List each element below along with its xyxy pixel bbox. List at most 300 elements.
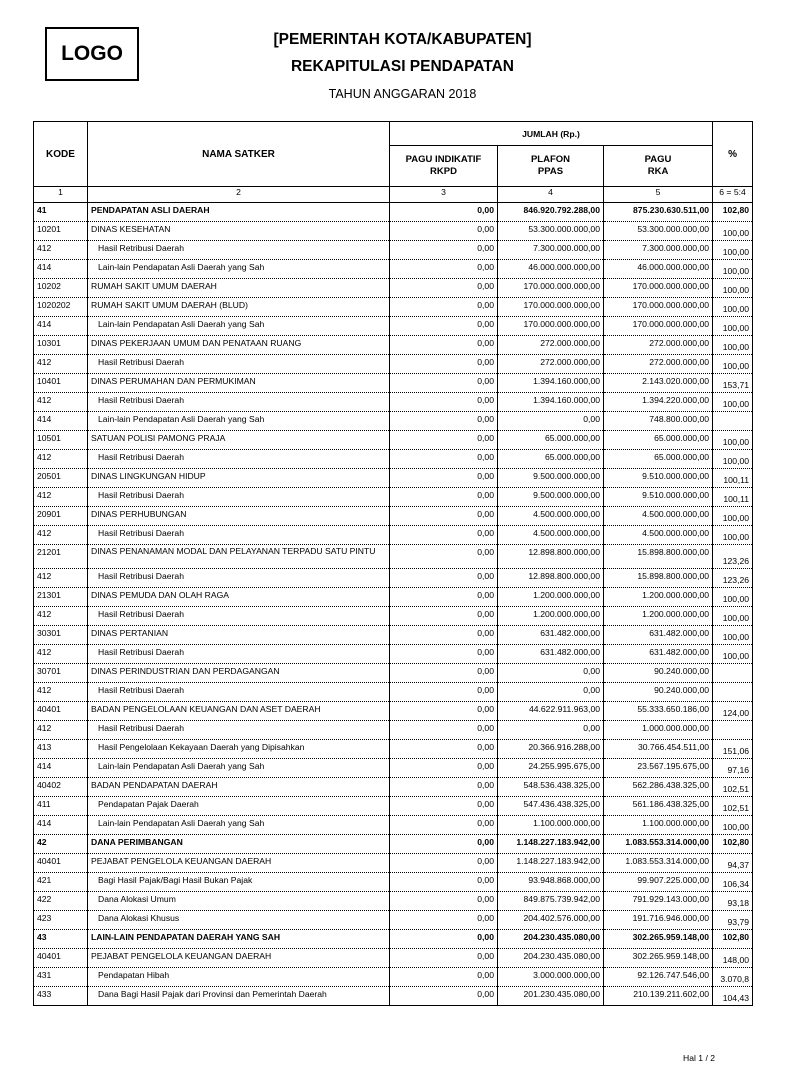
cell-kode: 412 [34, 607, 88, 626]
cell-pagu-rka: 791.929.143.000,00 [604, 892, 713, 911]
cell-nama-satker: BADAN PENDAPATAN DAERAH [88, 778, 390, 797]
cell-pagu-rka: 90.240.000,00 [604, 683, 713, 702]
cell-percent: 100,11 [713, 488, 753, 507]
cell-pagu-rka: 30.766.454.511,00 [604, 740, 713, 759]
table-row [34, 431, 753, 450]
cell-plafon: 7.300.000.000,00 [498, 241, 604, 260]
cell-nama-satker: DINAS PERUMAHAN DAN PERMUKIMAN [88, 374, 390, 393]
cell-pagu-rka: 631.482.000,00 [604, 626, 713, 645]
cell-pagu-indikatif: 0,00 [390, 298, 498, 317]
cell-percent: 100,00 [713, 241, 753, 260]
table-row [34, 279, 753, 298]
cell-nama-satker: DINAS PERINDUSTRIAN DAN PERDAGANGAN [88, 664, 390, 683]
table-row [34, 949, 753, 968]
cell-pagu-rka: 561.186.438.325,00 [604, 797, 713, 816]
cell-nama-satker: Hasil Retribusi Daerah [88, 645, 390, 664]
cell-pagu-rka: 1.083.553.314.000,00 [604, 835, 713, 854]
cell-pagu-indikatif: 0,00 [390, 374, 498, 393]
cell-kode: 412 [34, 450, 88, 469]
cell-kode: 411 [34, 797, 88, 816]
table-row [34, 507, 753, 526]
column-index: 2 [88, 187, 390, 203]
cell-plafon: 631.482.000,00 [498, 626, 604, 645]
cell-kode: 412 [34, 721, 88, 740]
cell-plafon: 1.200.000.000,00 [498, 588, 604, 607]
cell-pagu-indikatif: 0,00 [390, 759, 498, 778]
cell-pagu-rka: 170.000.000.000,00 [604, 298, 713, 317]
cell-plafon: 9.500.000.000,00 [498, 488, 604, 507]
cell-pagu-indikatif: 0,00 [390, 241, 498, 260]
cell-pagu-rka: 170.000.000.000,00 [604, 317, 713, 336]
table-row [34, 721, 753, 740]
cell-nama-satker: Hasil Retribusi Daerah [88, 607, 390, 626]
table-row [34, 298, 753, 317]
cell-pagu-indikatif: 0,00 [390, 393, 498, 412]
cell-percent [713, 664, 753, 683]
cell-pagu-indikatif: 0,00 [390, 569, 498, 588]
table-row [34, 588, 753, 607]
cell-nama-satker: SATUAN POLISI PAMONG PRAJA [88, 431, 390, 450]
cell-kode: 43 [34, 930, 88, 949]
cell-pagu-rka: 55.333.650.186,00 [604, 702, 713, 721]
cell-kode: 412 [34, 645, 88, 664]
cell-pagu-rka: 1.000.000.000,00 [604, 721, 713, 740]
cell-pagu-indikatif: 0,00 [390, 431, 498, 450]
cell-nama-satker: DINAS PEMUDA DAN OLAH RAGA [88, 588, 390, 607]
cell-percent: 102,80 [713, 930, 753, 949]
cell-percent: 100,00 [713, 526, 753, 545]
cell-pagu-indikatif: 0,00 [390, 778, 498, 797]
cell-percent: 151,06 [713, 740, 753, 759]
cell-nama-satker: PEJABAT PENGELOLA KEUANGAN DAERAH [88, 854, 390, 873]
cell-percent: 123,26 [713, 569, 753, 588]
cell-pagu-indikatif: 0,00 [390, 222, 498, 241]
cell-pagu-indikatif: 0,00 [390, 507, 498, 526]
cell-pagu-rka: 46.000.000.000,00 [604, 260, 713, 279]
column-header-plafon: PLAFON PPAS [498, 146, 604, 187]
cell-plafon: 849.875.739.942,00 [498, 892, 604, 911]
cell-kode: 30301 [34, 626, 88, 645]
cell-nama-satker: Lain-lain Pendapatan Asli Daerah yang Sah [88, 816, 390, 835]
cell-pagu-rka: 272.000.000,00 [604, 336, 713, 355]
cell-pagu-indikatif: 0,00 [390, 588, 498, 607]
cell-pagu-indikatif: 0,00 [390, 412, 498, 431]
cell-pagu-indikatif: 0,00 [390, 873, 498, 892]
cell-pagu-indikatif: 0,00 [390, 336, 498, 355]
cell-percent: 100,00 [713, 393, 753, 412]
cell-plafon: 9.500.000.000,00 [498, 469, 604, 488]
cell-percent: 100,00 [713, 507, 753, 526]
cell-pagu-rka: 191.716.946.000,00 [604, 911, 713, 930]
cell-pagu-rka: 170.000.000.000,00 [604, 279, 713, 298]
cell-pagu-indikatif: 0,00 [390, 740, 498, 759]
cell-percent: 100,00 [713, 260, 753, 279]
cell-plafon: 3.000.000.000,00 [498, 968, 604, 987]
cell-percent: 153,71 [713, 374, 753, 393]
cell-plafon: 1.200.000.000,00 [498, 607, 604, 626]
table-row [34, 222, 753, 241]
cell-kode: 10201 [34, 222, 88, 241]
cell-pagu-rka: 15.898.800.000,00 [604, 569, 713, 588]
cell-plafon: 1.100.000.000,00 [498, 816, 604, 835]
cell-plafon: 170.000.000.000,00 [498, 317, 604, 336]
cell-nama-satker: Dana Bagi Hasil Pajak dari Provinsi dan Pemerintah Daerah [88, 987, 390, 1006]
cell-percent: 100,00 [713, 626, 753, 645]
cell-percent: 100,00 [713, 336, 753, 355]
cell-nama-satker: DINAS KESEHATAN [88, 222, 390, 241]
column-index: 4 [498, 187, 604, 203]
cell-kode: 41 [34, 203, 88, 222]
cell-plafon: 1.394.160.000,00 [498, 374, 604, 393]
cell-nama-satker: PENDAPATAN ASLI DAERAH [88, 203, 390, 222]
cell-pagu-indikatif: 0,00 [390, 488, 498, 507]
cell-kode: 40402 [34, 778, 88, 797]
cell-pagu-rka: 2.143.020.000,00 [604, 374, 713, 393]
cell-plafon: 0,00 [498, 664, 604, 683]
table-row [34, 645, 753, 664]
cell-nama-satker: Pendapatan Pajak Daerah [88, 797, 390, 816]
cell-pagu-rka: 1.083.553.314.000,00 [604, 854, 713, 873]
cell-percent: 100,00 [713, 645, 753, 664]
cell-kode: 414 [34, 260, 88, 279]
cell-kode: 42 [34, 835, 88, 854]
cell-pagu-indikatif: 0,00 [390, 835, 498, 854]
cell-pagu-rka: 875.230.630.511,00 [604, 203, 713, 222]
cell-nama-satker: RUMAH SAKIT UMUM DAERAH (BLUD) [88, 298, 390, 317]
column-header-kode: KODE [34, 122, 88, 187]
cell-pagu-indikatif: 0,00 [390, 854, 498, 873]
cell-nama-satker: Dana Alokasi Umum [88, 892, 390, 911]
table-row [34, 545, 753, 569]
cell-kode: 10301 [34, 336, 88, 355]
cell-kode: 412 [34, 393, 88, 412]
cell-pagu-rka: 1.200.000.000,00 [604, 588, 713, 607]
table-row [34, 260, 753, 279]
cell-nama-satker: PEJABAT PENGELOLA KEUANGAN DAERAH [88, 949, 390, 968]
cell-nama-satker: RUMAH SAKIT UMUM DAERAH [88, 279, 390, 298]
cell-percent: 100,00 [713, 298, 753, 317]
cell-pagu-rka: 302.265.959.148,00 [604, 949, 713, 968]
government-name: [PEMERINTAH KOTA/KABUPATEN] [273, 31, 532, 48]
cell-plafon: 170.000.000.000,00 [498, 298, 604, 317]
fiscal-year: TAHUN ANGGARAN 2018 [328, 87, 477, 101]
cell-percent: 93,18 [713, 892, 753, 911]
cell-kode: 413 [34, 740, 88, 759]
cell-nama-satker: DINAS PERTANIAN [88, 626, 390, 645]
cell-pagu-rka: 4.500.000.000,00 [604, 507, 713, 526]
cell-plafon: 846.920.792.288,00 [498, 203, 604, 222]
cell-kode: 414 [34, 317, 88, 336]
column-header-pagu-rka: PAGU RKA [604, 146, 713, 187]
cell-percent: 104,43 [713, 987, 753, 1006]
cell-kode: 431 [34, 968, 88, 987]
cell-nama-satker: Hasil Retribusi Daerah [88, 393, 390, 412]
cell-plafon: 65.000.000,00 [498, 450, 604, 469]
cell-plafon: 201.230.435.080,00 [498, 987, 604, 1006]
cell-plafon: 1.148.227.183.942,00 [498, 854, 604, 873]
cell-pagu-indikatif: 0,00 [390, 607, 498, 626]
cell-percent: 102,51 [713, 778, 753, 797]
cell-pagu-indikatif: 0,00 [390, 987, 498, 1006]
cell-pagu-rka: 99.907.225.000,00 [604, 873, 713, 892]
cell-pagu-rka: 4.500.000.000,00 [604, 526, 713, 545]
table-row [34, 854, 753, 873]
cell-pagu-rka: 1.394.220.000,00 [604, 393, 713, 412]
cell-nama-satker: Hasil Retribusi Daerah [88, 569, 390, 588]
cell-pagu-rka: 65.000.000,00 [604, 450, 713, 469]
cell-nama-satker: Hasil Pengelolaan Kekayaan Daerah yang Dipisahkan [88, 740, 390, 759]
revenue-table [33, 121, 753, 1006]
cell-nama-satker: Hasil Retribusi Daerah [88, 526, 390, 545]
cell-pagu-rka: 65.000.000,00 [604, 431, 713, 450]
cell-kode: 21301 [34, 588, 88, 607]
cell-nama-satker: Hasil Retribusi Daerah [88, 450, 390, 469]
table-row [34, 526, 753, 545]
cell-pagu-rka: 7.300.000.000,00 [604, 241, 713, 260]
table-row [34, 816, 753, 835]
column-index: 5 [604, 187, 713, 203]
cell-kode: 10202 [34, 279, 88, 298]
cell-percent: 148,00 [713, 949, 753, 968]
cell-plafon: 547.436.438.325,00 [498, 797, 604, 816]
column-header-pagu-indikatif: PAGU INDIKATIF RKPD [390, 146, 498, 187]
column-index: 3 [390, 187, 498, 203]
cell-pagu-rka: 1.100.000.000,00 [604, 816, 713, 835]
cell-pagu-rka: 1.200.000.000,00 [604, 607, 713, 626]
column-index: 1 [34, 187, 88, 203]
table-row [34, 968, 753, 987]
cell-plafon: 12.898.800.000,00 [498, 569, 604, 588]
cell-plafon: 548.536.438.325,00 [498, 778, 604, 797]
cell-pagu-rka: 90.240.000,00 [604, 664, 713, 683]
cell-kode: 412 [34, 241, 88, 260]
table-row [34, 317, 753, 336]
cell-kode: 414 [34, 412, 88, 431]
cell-pagu-indikatif: 0,00 [390, 469, 498, 488]
cell-plafon: 1.394.160.000,00 [498, 393, 604, 412]
cell-percent [713, 683, 753, 702]
logo: LOGO [45, 27, 139, 81]
cell-kode: 10501 [34, 431, 88, 450]
cell-nama-satker: Bagi Hasil Pajak/Bagi Hasil Bukan Pajak [88, 873, 390, 892]
table-row [34, 702, 753, 721]
table-row [34, 797, 753, 816]
cell-percent: 100,11 [713, 469, 753, 488]
cell-nama-satker: LAIN-LAIN PENDAPATAN DAERAH YANG SAH [88, 930, 390, 949]
cell-kode: 412 [34, 355, 88, 374]
cell-pagu-indikatif: 0,00 [390, 797, 498, 816]
cell-plafon: 93.948.868.000,00 [498, 873, 604, 892]
cell-percent: 100,00 [713, 450, 753, 469]
cell-pagu-indikatif: 0,00 [390, 450, 498, 469]
cell-percent: 93,79 [713, 911, 753, 930]
cell-percent: 100,00 [713, 317, 753, 336]
table-row [34, 892, 753, 911]
cell-percent: 100,00 [713, 279, 753, 298]
cell-pagu-rka: 562.286.438.325,00 [604, 778, 713, 797]
cell-nama-satker: Lain-lain Pendapatan Asli Daerah yang Sah [88, 317, 390, 336]
cell-percent: 102,80 [713, 203, 753, 222]
cell-nama-satker: DANA PERIMBANGAN [88, 835, 390, 854]
table-row [34, 336, 753, 355]
cell-kode: 40401 [34, 702, 88, 721]
cell-pagu-rka: 23.567.195.675,00 [604, 759, 713, 778]
cell-pagu-rka: 748.800.000,00 [604, 412, 713, 431]
table-row [34, 987, 753, 1006]
cell-pagu-indikatif: 0,00 [390, 626, 498, 645]
table-row [34, 450, 753, 469]
report-title: REKAPITULASI PENDAPATAN [290, 58, 515, 75]
cell-plafon: 0,00 [498, 721, 604, 740]
table-row [34, 873, 753, 892]
cell-pagu-indikatif: 0,00 [390, 203, 498, 222]
table-row [34, 664, 753, 683]
cell-nama-satker: Pendapatan Hibah [88, 968, 390, 987]
cell-pagu-indikatif: 0,00 [390, 317, 498, 336]
cell-plafon: 1.148.227.183.942,00 [498, 835, 604, 854]
cell-nama-satker: Lain-lain Pendapatan Asli Daerah yang Sah [88, 412, 390, 431]
cell-percent: 100,00 [713, 607, 753, 626]
column-index-row [34, 187, 753, 203]
cell-kode: 40401 [34, 854, 88, 873]
cell-pagu-indikatif: 0,00 [390, 355, 498, 374]
cell-kode: 412 [34, 569, 88, 588]
cell-plafon: 65.000.000,00 [498, 431, 604, 450]
cell-percent: 102,51 [713, 797, 753, 816]
table-row [34, 488, 753, 507]
cell-pagu-rka: 272.000.000,00 [604, 355, 713, 374]
table-row [34, 683, 753, 702]
cell-pagu-indikatif: 0,00 [390, 664, 498, 683]
cell-pagu-rka: 631.482.000,00 [604, 645, 713, 664]
cell-nama-satker: Hasil Retribusi Daerah [88, 241, 390, 260]
cell-pagu-rka: 15.898.800.000,00 [604, 545, 713, 569]
cell-pagu-indikatif: 0,00 [390, 930, 498, 949]
cell-nama-satker: DINAS PERHUBUNGAN [88, 507, 390, 526]
cell-pagu-indikatif: 0,00 [390, 683, 498, 702]
cell-nama-satker: DINAS LINGKUNGAN HIDUP [88, 469, 390, 488]
cell-plafon: 44.622.911.963,00 [498, 702, 604, 721]
cell-nama-satker: Dana Alokasi Khusus [88, 911, 390, 930]
cell-nama-satker: Lain-lain Pendapatan Asli Daerah yang Sah [88, 260, 390, 279]
column-header-percent: % [713, 122, 753, 187]
table-row [34, 569, 753, 588]
cell-kode: 40401 [34, 949, 88, 968]
table-row [34, 835, 753, 854]
cell-nama-satker: Hasil Retribusi Daerah [88, 721, 390, 740]
cell-percent: 102,80 [713, 835, 753, 854]
table-row [34, 626, 753, 645]
cell-percent: 3.070,8 [713, 968, 753, 987]
cell-plafon: 46.000.000.000,00 [498, 260, 604, 279]
cell-nama-satker: DINAS PENANAMAN MODAL DAN PELAYANAN TERPADU SATU PINTU [88, 545, 390, 569]
cell-pagu-indikatif: 0,00 [390, 721, 498, 740]
cell-kode: 21201 [34, 545, 88, 569]
cell-percent: 100,00 [713, 588, 753, 607]
table-row [34, 374, 753, 393]
cell-pagu-indikatif: 0,00 [390, 911, 498, 930]
cell-plafon: 272.000.000,00 [498, 336, 604, 355]
cell-kode: 423 [34, 911, 88, 930]
table-row [34, 607, 753, 626]
cell-plafon: 20.366.916.288,00 [498, 740, 604, 759]
cell-nama-satker: Hasil Retribusi Daerah [88, 355, 390, 374]
cell-nama-satker: Hasil Retribusi Daerah [88, 683, 390, 702]
cell-kode: 414 [34, 759, 88, 778]
cell-percent: 97,16 [713, 759, 753, 778]
cell-percent [713, 721, 753, 740]
cell-plafon: 12.898.800.000,00 [498, 545, 604, 569]
cell-kode: 414 [34, 816, 88, 835]
cell-pagu-rka: 210.139.211.602,00 [604, 987, 713, 1006]
cell-nama-satker: DINAS PEKERJAAN UMUM DAN PENATAAN RUANG [88, 336, 390, 355]
cell-pagu-rka: 9.510.000.000,00 [604, 469, 713, 488]
cell-pagu-rka: 9.510.000.000,00 [604, 488, 713, 507]
cell-plafon: 204.230.435.080,00 [498, 949, 604, 968]
cell-nama-satker: Hasil Retribusi Daerah [88, 488, 390, 507]
cell-plafon: 170.000.000.000,00 [498, 279, 604, 298]
cell-plafon: 24.255.995.675,00 [498, 759, 604, 778]
cell-percent [713, 412, 753, 431]
cell-pagu-indikatif: 0,00 [390, 892, 498, 911]
column-header-nama-satker: NAMA SATKER [88, 122, 390, 187]
cell-percent: 106,34 [713, 873, 753, 892]
cell-kode: 412 [34, 488, 88, 507]
cell-pagu-indikatif: 0,00 [390, 645, 498, 664]
cell-pagu-indikatif: 0,00 [390, 968, 498, 987]
cell-plafon: 4.500.000.000,00 [498, 507, 604, 526]
cell-kode: 30701 [34, 664, 88, 683]
cell-kode: 433 [34, 987, 88, 1006]
cell-pagu-rka: 302.265.959.148,00 [604, 930, 713, 949]
cell-pagu-indikatif: 0,00 [390, 279, 498, 298]
table-row [34, 740, 753, 759]
table-row [34, 203, 753, 222]
cell-kode: 422 [34, 892, 88, 911]
cell-pagu-indikatif: 0,00 [390, 526, 498, 545]
page-number: Hal 1 / 2 [683, 1053, 716, 1063]
cell-percent: 100,00 [713, 431, 753, 450]
column-header-jumlah: JUMLAH (Rp.) [390, 122, 713, 146]
table-row [34, 778, 753, 797]
cell-kode: 1020202 [34, 298, 88, 317]
cell-plafon: 0,00 [498, 683, 604, 702]
cell-kode: 412 [34, 683, 88, 702]
cell-nama-satker: BADAN PENGELOLAAN KEUANGAN DAN ASET DAERAH [88, 702, 390, 721]
cell-plafon: 0,00 [498, 412, 604, 431]
cell-kode: 20501 [34, 469, 88, 488]
cell-pagu-rka: 53.300.000.000,00 [604, 222, 713, 241]
cell-plafon: 204.402.576.000,00 [498, 911, 604, 930]
cell-percent: 100,00 [713, 355, 753, 374]
cell-plafon: 4.500.000.000,00 [498, 526, 604, 545]
cell-kode: 20901 [34, 507, 88, 526]
cell-nama-satker: Lain-lain Pendapatan Asli Daerah yang Sah [88, 759, 390, 778]
cell-percent: 124,00 [713, 702, 753, 721]
cell-pagu-indikatif: 0,00 [390, 702, 498, 721]
cell-pagu-indikatif: 0,00 [390, 949, 498, 968]
cell-percent: 100,00 [713, 816, 753, 835]
cell-plafon: 631.482.000,00 [498, 645, 604, 664]
cell-percent: 94,37 [713, 854, 753, 873]
cell-pagu-indikatif: 0,00 [390, 816, 498, 835]
cell-plafon: 204.230.435.080,00 [498, 930, 604, 949]
cell-kode: 10401 [34, 374, 88, 393]
table-row [34, 355, 753, 374]
cell-kode: 421 [34, 873, 88, 892]
cell-plafon: 272.000.000,00 [498, 355, 604, 374]
table-row [34, 911, 753, 930]
